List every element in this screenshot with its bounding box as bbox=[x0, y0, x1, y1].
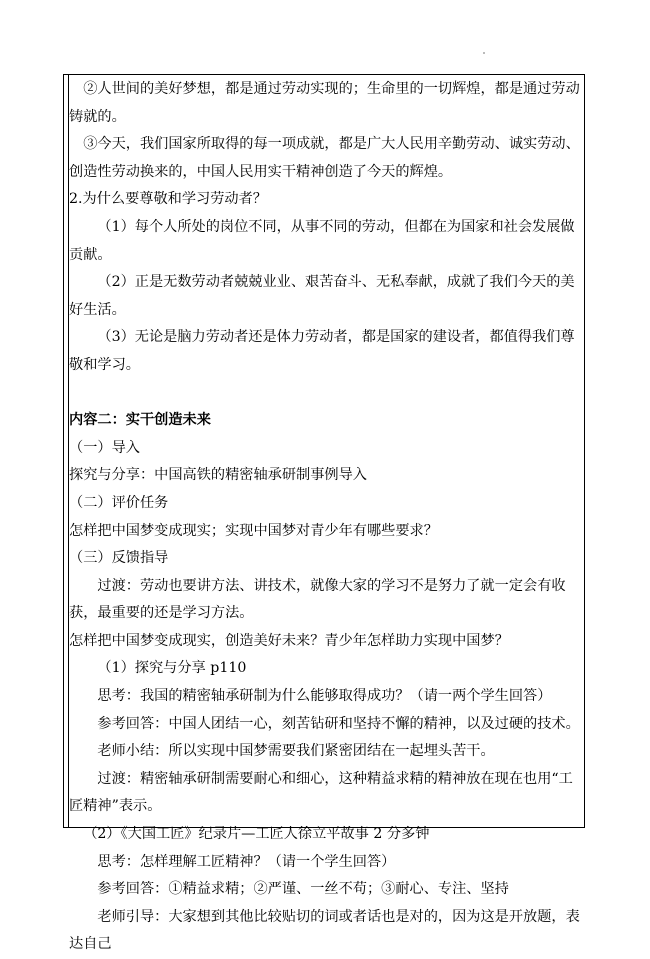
text-line: 参考回答：①精益求精；②严谨、一丝不苟；③耐心、专注、坚持 bbox=[97, 881, 509, 898]
text-line: 思考：我国的精密轴承研制为什么能够取得成功？（请一两个学生回答） bbox=[97, 688, 552, 705]
text-line: 过渡：精密轴承研制需要耐心和细心，这种精益求精的精神放在现在也用“工匠精神”表示。 bbox=[69, 770, 573, 815]
text-line: （1）探究与分享 p110 bbox=[97, 660, 247, 677]
text-line: 思考：怎样理解工匠精神？（请一个学生回答） bbox=[97, 853, 396, 870]
text-line: ②人世间的美好梦想，都是通过劳动实现的；生命里的一切辉煌，都是通过劳动铸就的。 bbox=[69, 81, 580, 125]
lesson-content bbox=[69, 76, 581, 959]
page-mark bbox=[483, 52, 485, 54]
text-line: 老师小结：所以实现中国梦需要我们紧密团结在一起埋头苦干。 bbox=[97, 743, 495, 760]
text-line: （1）每个人所处的岗位不同，从事不同的劳动，但都在为国家和社会发展做贡献。 bbox=[69, 218, 575, 263]
text-line bbox=[69, 380, 581, 408]
text-line: 老师引导：大家想到其他比较贴切的词或者话也是对的，因为这是开放题，表达自己 bbox=[69, 908, 580, 953]
text-line: （一）导入 bbox=[69, 439, 140, 456]
text-line: 过渡：劳动也要讲方法、讲技术，就像大家的学习不是努力了就一定会有收获，最重要的还是学习方法。 bbox=[69, 577, 566, 622]
text-line: ③今天，我们国家所取得的每一项成就，都是广大人民用辛勤劳动、诚实劳动、创造性劳动换来的，中国人民用实干精神创造了今天的辉煌。 bbox=[69, 136, 580, 180]
text-line: 怎样把中国梦变成现实；实现中国梦对青少年有哪些要求？ bbox=[69, 522, 438, 539]
text-line: 探究与分享：中国高铁的精密轴承研制事例导入 bbox=[69, 467, 367, 484]
text-line: （三）反馈指导 bbox=[69, 550, 169, 567]
text-line: （2）正是无数劳动者兢兢业业、艰苦奋斗、无私奉献，成就了我们今天的美好生活。 bbox=[69, 274, 575, 318]
text-line: 怎样把中国梦变成现实，创造美好未来？青少年怎样助力实现中国梦？ bbox=[69, 632, 509, 649]
text-line: （2）《大国工匠》纪录片—工匠人徐立平故事 2 分多钟 bbox=[83, 826, 430, 843]
text-line: （二）评价任务 bbox=[69, 494, 169, 511]
text-line: 参考回答：中国人团结一心，刻苦钻研和坚持不懈的精神，以及过硬的技术。 bbox=[97, 715, 580, 732]
text-line: 2.为什么要尊敬和学习劳动者？ bbox=[69, 191, 267, 208]
section-heading: 内容二：实干创造未来 bbox=[69, 412, 211, 429]
text-line: （3）无论是脑力劳动者还是体力劳动者，都是国家的建设者，都值得我们尊敬和学习。 bbox=[69, 329, 575, 373]
